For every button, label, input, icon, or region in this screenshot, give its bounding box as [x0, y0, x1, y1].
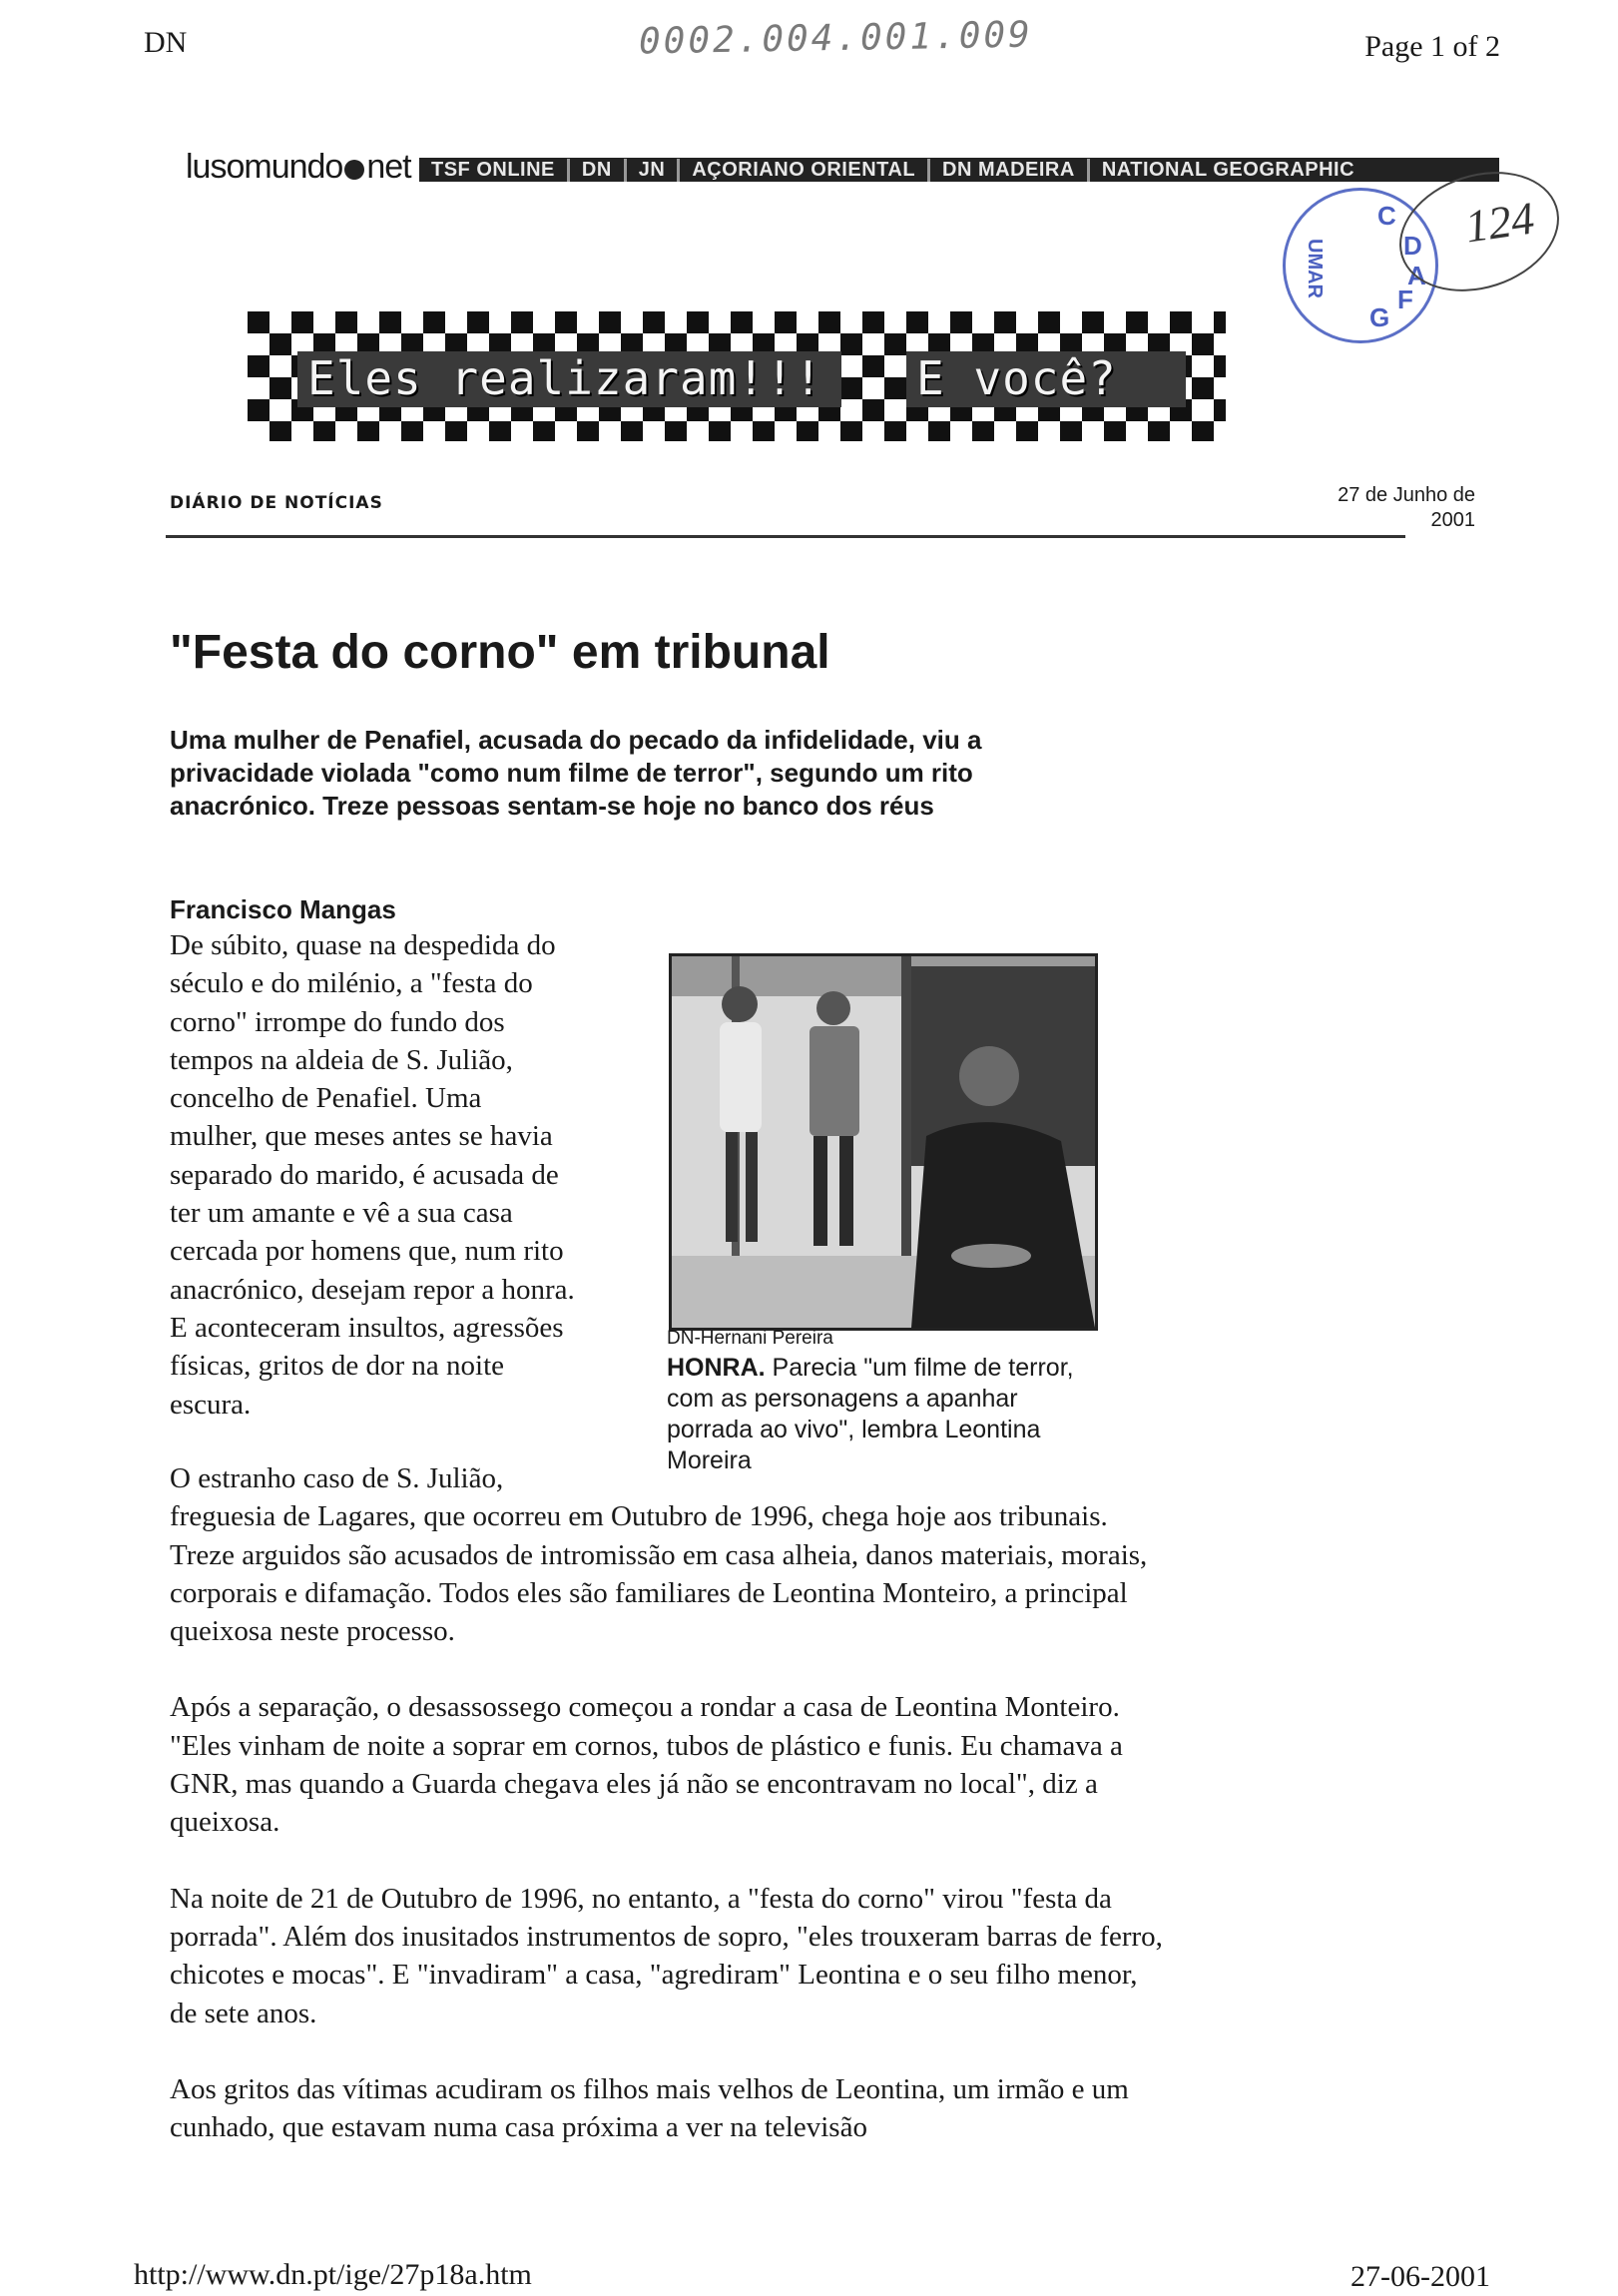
handwritten-number: 124: [1461, 192, 1538, 253]
banner-check-square: [643, 311, 665, 333]
portal-logo-left: lusomundo: [186, 148, 343, 186]
banner-check-square: [862, 399, 884, 421]
divider: [166, 535, 1405, 538]
stamp-letter: A: [1407, 261, 1426, 290]
banner-check-square: [687, 311, 709, 333]
globe-icon: [344, 160, 364, 180]
ad-banner[interactable]: [248, 311, 1226, 441]
paragraph-line: anacrónico, desejam repor a honra.: [170, 1273, 575, 1306]
banner-check-square: [1192, 421, 1214, 441]
banner-text-1: Eles realizaram!!!: [307, 351, 823, 405]
nav-link-dn[interactable]: DN: [570, 159, 627, 182]
photo-caption: [667, 1353, 1096, 1476]
banner-check-square: [884, 333, 906, 355]
publication-date: [1308, 483, 1475, 533]
banner-check-square: [840, 377, 862, 399]
banner-text-2: E você?: [916, 351, 1117, 405]
banner-check-square: [840, 333, 862, 355]
print-header-page-count: Page 1 of 2: [1364, 30, 1500, 63]
banner-check-square: [884, 377, 906, 399]
banner-check-square: [775, 311, 797, 333]
footer-url[interactable]: http://www.dn.pt/ige/27p18a.htm: [134, 2258, 532, 2291]
publication-date-line2: 2001: [1430, 509, 1475, 531]
banner-check-square: [1170, 311, 1192, 333]
stamp-letter: D: [1403, 231, 1422, 261]
caption-text: Parecia "um filme de terror, com as personagens a apanhar porrada ao vivo", lembra Leontina Moreira: [667, 1354, 1074, 1474]
banner-check-square: [248, 311, 270, 333]
paragraph-line: tempos na aldeia de S. Julião,: [170, 1043, 513, 1076]
footer-date: 27-06-2001: [1350, 2260, 1490, 2293]
banner-check-square: [1214, 399, 1226, 421]
handwritten-archive-number: 0002.004.001.009: [638, 14, 1034, 63]
paragraph-line: escura.: [170, 1388, 252, 1421]
banner-check-square: [1104, 421, 1126, 441]
banner-check-square: [577, 421, 599, 441]
article-paragraph-1: [170, 926, 649, 1424]
banner-check-square: [313, 421, 335, 441]
banner-check-square: [709, 421, 731, 441]
banner-check-square: [291, 311, 313, 333]
banner-check-square: [1192, 377, 1214, 399]
nav-link-dn-madeira[interactable]: DN MADEIRA: [930, 159, 1090, 182]
stamp-letter: C: [1377, 201, 1396, 231]
banner-check-square: [1148, 421, 1170, 441]
article-photo[interactable]: [669, 953, 1098, 1331]
nav-link-acoriano-oriental[interactable]: AÇORIANO ORIENTAL: [680, 159, 930, 182]
banner-check-square: [797, 421, 818, 441]
banner-check-square: [248, 355, 270, 377]
banner-check-square: [621, 421, 643, 441]
banner-check-square: [423, 311, 445, 333]
stamp-letter: F: [1397, 285, 1413, 314]
banner-check-square: [994, 311, 1016, 333]
article-lead: Uma mulher de Penafiel, acusada do pecado da infidelidade, viu a privacidade violada "como num filme de terror", segundo um rito anacrónico. Treze pessoas sentam-se hoje no banco dos réus: [170, 725, 982, 821]
photo-illustration: [672, 956, 1095, 1328]
banner-check-square: [379, 311, 401, 333]
paragraph-line: ter um amante e vê a sua casa: [170, 1197, 513, 1230]
paragraph-line: mulher, que meses antes se havia: [170, 1120, 553, 1153]
banner-check-square: [1126, 311, 1148, 333]
banner-check-square: [1082, 311, 1104, 333]
stamp-letter: G: [1369, 302, 1390, 332]
banner-check-square: [906, 311, 928, 333]
print-header-left: DN: [144, 26, 188, 59]
stamp-inner-text: UMAR: [1304, 239, 1326, 298]
banner-check-square: [270, 421, 291, 441]
banner-check-square: [599, 311, 621, 333]
nav-link-jn[interactable]: JN: [627, 159, 681, 182]
article-author: Francisco Mangas: [170, 894, 396, 924]
article-paragraph-3: Após a separação, o desassossego começou a rondar a casa de Leontina Monteiro. "Eles vinham de noite a soprar em cornos, tubos de plástico e funis. Eu chamava a GNR, mas quando a Guarda chegava eles já não se encontravam no local", diz a queixosa.: [170, 1691, 1123, 1839]
paragraph-2-first-line: O estranho caso de S. Julião,: [170, 1462, 504, 1494]
article-paragraph-4: Na noite de 21 de Outubro de 1996, no entanto, a "festa do corno" virou "festa da porrada". Além dos inusitados instrumentos de sopro, "eles trouxeram barras de ferro, chicotes e mocas". E "invadiram" a casa, "agrediram" Leontina e o seu filho menor, de sete anos.: [170, 1882, 1163, 2029]
paragraph-line: físicas, gritos de dor na noite: [170, 1350, 505, 1383]
banner-check-square: [511, 311, 533, 333]
article-body: [170, 1459, 1168, 2184]
banner-check-square: [884, 421, 906, 441]
nav-link-national-geographic[interactable]: NATIONAL GEOGRAPHIC: [1101, 158, 1355, 181]
portal-logo[interactable]: [186, 148, 411, 187]
banner-check-square: [357, 421, 379, 441]
banner-check-square: [950, 311, 972, 333]
banner-check-square: [1038, 311, 1060, 333]
article-paragraph-5: Aos gritos das vítimas acudiram os filhos mais velhos de Leontina, um irmão e um cunhado, que estavam numa casa próxima a ver na televisão: [170, 2072, 1129, 2144]
banner-check-square: [248, 399, 270, 421]
banner-check-square: [533, 421, 555, 441]
banner-check-square: [555, 311, 577, 333]
banner-check-square: [731, 311, 753, 333]
article-headline: "Festa do corno" em tribunal: [170, 626, 830, 679]
banner-check-square: [928, 421, 950, 441]
banner-check-square: [972, 421, 994, 441]
photo-credit: DN-Hernani Pereira: [667, 1328, 833, 1349]
nav-link-tsf-online[interactable]: TSF ONLINE: [419, 159, 570, 182]
paragraph-line: concelho de Penafiel. Uma: [170, 1082, 482, 1115]
article-paragraph-2: [170, 1459, 1168, 1650]
paragraph-line: E aconteceram insultos, agressões: [170, 1311, 564, 1344]
paragraph-line: cercada por homens que, num rito: [170, 1235, 564, 1268]
publication-date-line1: 27 de Junho de: [1338, 484, 1475, 506]
paragraph-line: século e do milénio, a "festa do: [170, 967, 533, 1000]
banner-check-square: [1060, 421, 1082, 441]
banner-check-square: [270, 333, 291, 355]
caption-label: HONRA.: [667, 1354, 766, 1382]
banner-check-square: [401, 421, 423, 441]
banner-check-square: [818, 311, 840, 333]
banner-check-square: [467, 311, 489, 333]
banner-check-square: [862, 311, 884, 333]
banner-check-square: [445, 421, 467, 441]
banner-check-square: [840, 421, 862, 441]
banner-check-square: [1192, 333, 1214, 355]
banner-check-square: [1214, 311, 1226, 333]
banner-check-square: [665, 421, 687, 441]
banner-check-square: [1214, 355, 1226, 377]
portal-nav-bar: [419, 158, 1499, 182]
paragraph-2-rest: freguesia de Lagares, que ocorreu em Outubro de 1996, chega hoje aos tribunais. Treze arguidos são acusados de intromissão em casa alheia, danos materiais, morais, corporais e difamação. Todos eles são familiares de Leontina Monteiro, a principal queixosa neste processo.: [170, 1500, 1148, 1648]
paragraph-line: De súbito, quase na despedida do: [170, 929, 556, 961]
banner-check-square: [489, 421, 511, 441]
paragraph-line: separado do marido, é acusada de: [170, 1158, 559, 1191]
banner-check-square: [335, 311, 357, 333]
portal-logo-right: net: [366, 148, 411, 186]
banner-check-square: [753, 421, 775, 441]
banner-check-square: [862, 355, 884, 377]
publication-name: DIÁRIO DE NOTÍCIAS: [170, 493, 383, 513]
banner-check-square: [270, 377, 291, 399]
banner-check-square: [1016, 421, 1038, 441]
paragraph-line: corno" irrompe do fundo dos: [170, 1005, 505, 1038]
